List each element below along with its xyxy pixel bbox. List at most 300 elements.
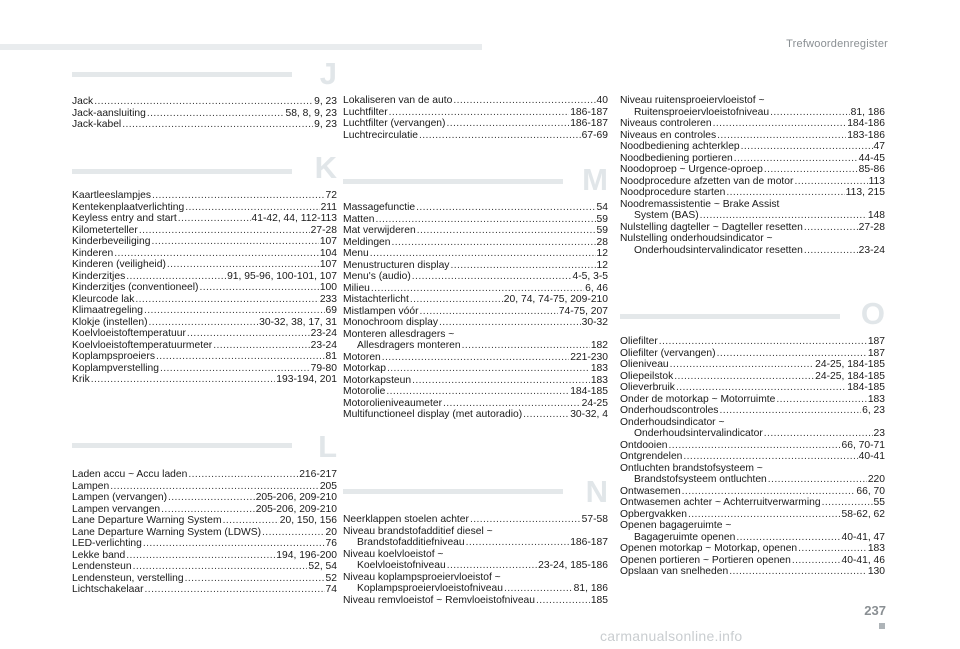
index-entry-term: Jack-aansluiting xyxy=(72,107,146,119)
dot-leader xyxy=(382,352,569,364)
index-entry xyxy=(72,213,337,225)
index-entry xyxy=(343,214,608,226)
index-entry-pages: 23-24 xyxy=(310,328,337,339)
index-entry-pages: 216-217 xyxy=(299,469,337,480)
index-entry xyxy=(620,141,885,153)
index-entry-pages: 182 xyxy=(590,340,608,351)
index-entry-term: Kinderen (veiligheid) xyxy=(72,259,166,270)
section-divider-bar xyxy=(72,443,292,448)
index-entry-term: Menustructuren display xyxy=(343,259,450,271)
index-entry-term: Ruitensproeiervloeistofniveau xyxy=(634,106,770,118)
dot-leader xyxy=(523,409,569,421)
index-entry xyxy=(343,583,608,595)
dot-leader xyxy=(410,294,503,306)
dot-leader xyxy=(416,202,595,214)
index-entry-pages: 47 xyxy=(873,141,885,152)
index-entry xyxy=(72,282,337,294)
index-entry xyxy=(343,363,608,375)
index-entry-pages: 79-80 xyxy=(310,362,337,374)
index-entry-term: Massagefunctie xyxy=(343,202,416,213)
page-header-title: Trefwoordenregister xyxy=(786,38,888,50)
index-entry-heading: Niveau koelvloeistof ~ xyxy=(343,548,444,560)
index-entry-term: Kentekenplaatverlichting xyxy=(72,201,185,213)
dot-leader xyxy=(504,583,573,595)
index-entry-term: Kinderzitjes xyxy=(72,270,126,282)
dot-leader xyxy=(135,294,318,306)
index-entry-term: Noodbediening achterklep xyxy=(620,141,740,152)
index-entry-term: Motorolie xyxy=(343,386,386,397)
dot-leader xyxy=(734,153,858,165)
index-entry xyxy=(620,509,885,521)
dot-leader xyxy=(145,584,325,596)
dot-leader xyxy=(262,527,324,539)
dot-leader xyxy=(387,363,590,375)
index-entry-pages: 59 xyxy=(596,225,608,236)
index-entry xyxy=(72,584,337,596)
index-entry xyxy=(620,222,885,234)
section-divider-bar xyxy=(72,72,292,77)
index-entry-term: Kinderen xyxy=(72,247,114,259)
index-entry xyxy=(620,382,885,394)
index-entry xyxy=(620,348,885,360)
dot-leader xyxy=(466,537,570,549)
page-number: 237 xyxy=(864,603,886,618)
index-entry-term: Motoren xyxy=(343,351,381,363)
index-entry-term: Mistlampen vóór xyxy=(343,305,419,317)
index-entry xyxy=(72,515,337,527)
dot-leader xyxy=(659,336,867,348)
entries-n-continued xyxy=(620,95,885,256)
index-entry xyxy=(72,527,337,539)
section-o xyxy=(620,296,885,578)
index-entry xyxy=(620,497,885,509)
entries-l-continued xyxy=(343,95,608,141)
index-entry-pages: 58-62, 62 xyxy=(841,508,885,520)
index-entry-pages: 187 xyxy=(867,347,885,359)
index-entry xyxy=(620,451,885,463)
index-entry-pages: 183 xyxy=(590,363,608,374)
index-entry-pages: 40-41, 46 xyxy=(841,554,885,566)
index-entry xyxy=(343,352,608,364)
index-entry-heading: Onderhoudsindicator ~ xyxy=(620,416,725,428)
index-entry-term: Oliefilter xyxy=(620,336,658,347)
index-entry xyxy=(620,153,885,165)
index-entry-pages: 52, 54 xyxy=(308,561,337,572)
dot-leader xyxy=(161,504,255,516)
dot-leader xyxy=(185,573,325,585)
index-entry xyxy=(343,283,608,295)
dot-leader xyxy=(178,213,251,225)
section-divider-bar xyxy=(72,169,292,174)
dot-leader xyxy=(798,543,867,555)
dot-leader xyxy=(764,164,858,176)
index-entry-term: Koelvloeistoftemperatuur xyxy=(72,328,186,339)
index-entry-pages: 40 xyxy=(596,95,608,106)
index-entry xyxy=(72,305,337,317)
dot-leader xyxy=(719,405,861,417)
index-entry xyxy=(72,363,337,375)
index-entry xyxy=(620,555,885,567)
dot-leader xyxy=(91,374,276,386)
index-entry-pages: 113, 215 xyxy=(845,187,885,198)
index-entry xyxy=(72,492,337,504)
dot-leader xyxy=(670,359,814,371)
index-entry-pages: 23-24 xyxy=(858,244,885,256)
index-entry xyxy=(620,164,885,176)
dot-leader xyxy=(729,566,867,578)
index-entry-pages: 76 xyxy=(325,538,337,549)
index-entry-pages: 85-86 xyxy=(858,164,885,175)
dot-leader xyxy=(412,271,572,283)
index-entry-pages: 4-5, 3-5 xyxy=(572,271,608,282)
dot-leader xyxy=(151,236,318,248)
index-entry-pages: 66, 70 xyxy=(856,485,885,497)
index-entry-term: Kilometerteller xyxy=(72,224,138,236)
dot-leader xyxy=(804,245,858,257)
dot-leader xyxy=(370,248,596,260)
dot-leader xyxy=(792,555,841,567)
index-entry-term: Ontwasemen achter ~ Achterruitverwarming xyxy=(620,497,821,508)
index-entry xyxy=(620,210,885,222)
index-entry-heading: Niveau koplampsproeiervloeistof ~ xyxy=(343,571,501,583)
dot-leader xyxy=(213,340,309,352)
index-entry xyxy=(72,340,337,352)
index-entry-term: Kaartleeslampjes xyxy=(72,190,151,201)
index-entry-term: Menu's (audio) xyxy=(343,271,411,282)
index-entry-term: Klimaatregeling xyxy=(72,305,143,316)
section-letter-n: N xyxy=(585,474,608,509)
index-entry xyxy=(620,371,885,383)
index-entry-pages: 184-186 xyxy=(847,118,885,129)
index-entry-pages: 183-186 xyxy=(847,129,885,141)
dot-leader xyxy=(187,328,310,340)
index-entry xyxy=(343,225,608,237)
index-entry-pages: 148 xyxy=(867,210,885,221)
index-entry xyxy=(620,428,885,440)
index-entry-pages: 12 xyxy=(596,259,608,271)
index-entry-term: Noodoproep ~ Urgence-oproep xyxy=(620,164,763,175)
index-entry-pages: 186-187 xyxy=(570,106,608,118)
index-entry-term: Nulstelling dagteller ~ Dagteller resetten xyxy=(620,221,803,233)
index-entry-pages: 9, 23 xyxy=(314,96,337,107)
index-entry xyxy=(72,236,337,248)
index-entry-term: Noodprocedure starten xyxy=(620,187,726,198)
dot-leader xyxy=(389,107,570,119)
index-entry-pages: 104 xyxy=(319,247,337,259)
index-entry xyxy=(72,573,337,585)
index-entry-pages: 27-28 xyxy=(310,224,337,236)
dot-leader xyxy=(200,282,319,294)
index-entry xyxy=(72,96,337,108)
index-entry xyxy=(343,595,608,607)
index-entry-pages: 67-69 xyxy=(581,129,608,141)
index-entry-term: Keyless entry and start xyxy=(72,213,177,224)
index-entry-pages: 193-194, 201 xyxy=(276,374,337,385)
index-entry xyxy=(620,336,885,348)
index-entry-term: LED-verlichting xyxy=(72,538,142,549)
entries-o xyxy=(620,336,885,578)
index-entry-pages: 81 xyxy=(325,351,337,362)
section-divider-bar xyxy=(620,314,840,319)
section-band-l xyxy=(72,429,337,469)
index-entry-pages: 91, 95-96, 100-101, 107 xyxy=(227,270,337,282)
section-letter-k: K xyxy=(314,150,337,185)
index-entry-pages: 9, 23 xyxy=(314,119,337,130)
index-entry xyxy=(620,532,885,544)
dot-leader xyxy=(446,118,569,130)
dot-leader xyxy=(536,595,590,607)
dot-leader xyxy=(822,497,873,509)
section-band-n xyxy=(343,474,608,514)
watermark: carmanualsonline.info xyxy=(600,628,743,644)
index-entry-pages: 59 xyxy=(596,213,608,225)
index-entry-term: Onderhoudscontroles xyxy=(620,405,719,416)
index-entry-term: Koelvloeistoftemperatuurmeter xyxy=(72,339,213,351)
index-entry-term: Motorolieniveaumeter xyxy=(343,397,443,409)
dot-leader xyxy=(447,560,537,572)
dot-leader xyxy=(674,371,814,383)
index-entry xyxy=(620,107,885,119)
index-entry xyxy=(72,481,337,493)
section-band-k xyxy=(72,150,337,190)
index-entry-term: Motorkap xyxy=(343,363,386,374)
dot-leader xyxy=(453,95,595,107)
index-entry-term: Lane Departure Warning System xyxy=(72,515,222,526)
index-entry xyxy=(620,566,885,578)
index-entry xyxy=(343,537,608,549)
dot-leader xyxy=(794,176,867,188)
index-entry xyxy=(72,561,337,573)
index-entry xyxy=(620,130,885,142)
dot-leader xyxy=(420,306,558,318)
dot-leader xyxy=(683,451,857,463)
dot-leader xyxy=(185,202,319,214)
index-entry xyxy=(72,538,337,550)
index-entry-pages: 52 xyxy=(325,572,337,584)
index-entry xyxy=(72,202,337,214)
index-entry-heading: Openen bagageruimte ~ xyxy=(620,520,732,531)
index-entry-pages: 186-187 xyxy=(570,537,608,548)
index-entry-term: Ontgrendelen xyxy=(620,451,683,462)
index-entry-pages: 194, 196-200 xyxy=(276,549,337,561)
index-entry-pages: 23 xyxy=(873,428,885,439)
dot-leader xyxy=(149,317,259,329)
index-entry xyxy=(72,328,337,340)
index-entry-pages: 57-58 xyxy=(581,514,608,525)
index-entry-pages: 24-25, 184-185 xyxy=(815,359,885,370)
index-entry-pages: 20 xyxy=(325,526,337,538)
section-letter-m: M xyxy=(582,162,608,197)
section-band-m xyxy=(343,162,608,202)
dot-leader xyxy=(770,107,850,119)
index-entry xyxy=(620,486,885,498)
index-entry xyxy=(343,514,608,526)
index-entry-pages: 113 xyxy=(868,175,885,187)
index-entry-term: Lokaliseren van de auto xyxy=(343,95,453,106)
index-entry-pages: 81, 186 xyxy=(850,106,885,118)
index-entry-term: Motorkapsteun xyxy=(343,374,412,386)
index-entry xyxy=(343,306,608,318)
index-entry xyxy=(620,245,885,257)
index-entry-pages: 74 xyxy=(325,584,337,595)
index-entry-term: Noodbediening portieren xyxy=(620,152,733,164)
index-entry xyxy=(343,340,608,352)
index-entry-term: Olieverbruik xyxy=(620,382,675,393)
dot-leader xyxy=(764,428,873,440)
index-entry-pages: 107 xyxy=(319,259,337,270)
index-entry-pages: 205-206, 209-210 xyxy=(255,503,337,515)
index-entry-term: Klokje (instellen) xyxy=(72,316,148,328)
index-entry-heading: Niveau brandstofadditief diesel ~ xyxy=(343,525,493,537)
index-entry-term: Brandstofadditiefniveau xyxy=(357,537,465,548)
dot-leader xyxy=(470,514,581,526)
index-entry-pages: 20, 74, 74-75, 209-210 xyxy=(503,294,608,305)
dot-leader xyxy=(144,305,325,317)
index-entry-pages: 107 xyxy=(319,236,337,247)
index-entry-term: Lane Departure Warning System (LDWS) xyxy=(72,526,262,538)
index-entry-term: System (BAS) xyxy=(634,210,699,221)
index-entry-term: Jack xyxy=(72,96,94,107)
index-entry-term: Opslaan van snelheden xyxy=(620,566,729,577)
dot-leader xyxy=(371,283,584,295)
index-entry xyxy=(620,176,885,188)
section-divider-bar xyxy=(343,489,563,494)
index-entry-pages: 183 xyxy=(867,543,885,554)
index-entry-term: Allesdragers monteren xyxy=(357,340,461,351)
index-entry-heading: Niveau ruitensproeiervloeistof ~ xyxy=(620,95,765,106)
dot-leader xyxy=(439,317,581,329)
index-entry-term: Meldingen xyxy=(343,236,391,248)
index-entry xyxy=(72,119,337,131)
index-entry xyxy=(72,294,337,306)
index-entry xyxy=(72,248,337,260)
index-entry-term: Onderhoudsintervalindicator xyxy=(634,428,763,439)
index-entry xyxy=(343,386,608,398)
dot-leader xyxy=(688,509,841,521)
index-entry-term: Niveau remvloeistof ~ Remvloeistofniveau xyxy=(343,594,536,606)
dot-leader xyxy=(768,474,867,486)
index-entry-term: Mat verwijderen xyxy=(343,225,416,236)
index-entry-pages: 69 xyxy=(325,305,337,316)
index-entry-pages: 55 xyxy=(873,497,885,508)
top-header-bar xyxy=(0,44,482,50)
index-entry-pages: 30-32 xyxy=(581,317,608,328)
section-l xyxy=(72,429,337,596)
entries-m xyxy=(343,202,608,421)
dot-leader xyxy=(682,486,856,498)
index-entry-pages: 54 xyxy=(596,202,608,213)
section-letter-l: L xyxy=(318,429,337,464)
index-entry-term: Milieu xyxy=(343,282,370,294)
page-marker-dot xyxy=(879,623,885,629)
index-entry-pages: 184-185 xyxy=(847,382,885,393)
index-entry-pages: 183 xyxy=(867,393,885,405)
entries-k xyxy=(72,190,337,386)
index-entry-pages: 28 xyxy=(596,236,608,248)
index-entry xyxy=(343,317,608,329)
index-entry xyxy=(620,394,885,406)
dot-leader xyxy=(126,271,226,283)
index-entry xyxy=(72,504,337,516)
index-entry-pages: 183 xyxy=(590,374,608,386)
index-entry-term: Koplampsproeiers xyxy=(72,351,155,362)
index-entry-term: Openen portieren ~ Portieren openen xyxy=(620,554,791,566)
section-band-j xyxy=(72,56,337,96)
dot-leader xyxy=(736,532,840,544)
index-entry xyxy=(343,237,608,249)
dot-leader xyxy=(160,363,310,375)
index-entry-term: Laden accu ~ Accu laden xyxy=(72,469,188,480)
dot-leader xyxy=(392,237,596,249)
index-entry-term: Lendensteun, verstelling xyxy=(72,572,184,584)
index-entry xyxy=(72,225,337,237)
index-entry-term: Lampen (vervangen) xyxy=(72,492,168,503)
index-entry-pages: 72 xyxy=(325,190,337,201)
index-entry-term: Onderhoudsintervalindicator resetten xyxy=(634,244,803,256)
index-entry xyxy=(620,118,885,130)
dot-leader xyxy=(450,260,595,272)
index-entry xyxy=(620,187,885,199)
index-entry-pages: 41-42, 44, 112-113 xyxy=(251,213,337,224)
index-entry-term: Openen motorkap ~ Motorkap, openen xyxy=(620,543,798,554)
index-entry-term: Lichtschakelaar xyxy=(72,584,144,595)
dot-leader xyxy=(717,130,846,142)
dot-leader xyxy=(167,259,319,271)
dot-leader xyxy=(717,348,867,360)
dot-leader xyxy=(700,210,867,222)
index-entry-pages: 23-24 xyxy=(310,339,337,351)
index-entry xyxy=(343,202,608,214)
index-entry-pages: 184-185 xyxy=(570,386,608,397)
index-entry xyxy=(343,260,608,272)
index-entry xyxy=(343,409,608,421)
index-entry-term: Oliefilter (vervangen) xyxy=(620,347,716,359)
index-entry-pages: 6, 46 xyxy=(585,282,608,294)
dot-leader xyxy=(443,398,581,410)
index-entry xyxy=(72,351,337,363)
dot-leader xyxy=(122,119,313,131)
entries-l xyxy=(72,469,337,596)
index-entry-pages: 205 xyxy=(319,480,337,492)
index-entry xyxy=(343,130,608,142)
dot-leader xyxy=(412,375,590,387)
index-entry-term: Koplampsproeiervloeistofniveau xyxy=(357,583,503,594)
index-entry xyxy=(343,118,608,130)
index-entry-pages: 185 xyxy=(590,594,608,606)
index-entry-term: Kinderzitjes (conventioneel) xyxy=(72,282,199,293)
dot-leader xyxy=(726,187,844,199)
section-band-o xyxy=(620,296,885,336)
index-entry-pages: 6, 23 xyxy=(862,405,885,416)
index-entry xyxy=(343,375,608,387)
index-entry-term: Ontwasemen xyxy=(620,485,681,497)
dot-leader xyxy=(223,515,279,527)
index-entry-pages: 20, 150, 156 xyxy=(279,515,337,526)
section-l-continued xyxy=(343,95,608,141)
index-entry-term: Koplampverstelling xyxy=(72,362,159,374)
index-entry-term: Olieniveau xyxy=(620,359,669,370)
dot-leader xyxy=(133,561,308,573)
dot-leader xyxy=(462,340,590,352)
index-entry xyxy=(72,374,337,386)
dot-leader xyxy=(669,440,841,452)
index-entry-heading: Ontluchten brandstofsysteem ~ xyxy=(620,462,763,474)
index-entry-pages: 24-25 xyxy=(581,397,608,409)
index-entry-pages: 233 xyxy=(319,293,337,305)
index-entry-term: Ontdooien xyxy=(620,439,668,451)
index-entry-pages: 30-32, 38, 17, 31 xyxy=(259,316,337,328)
section-m xyxy=(343,162,608,421)
